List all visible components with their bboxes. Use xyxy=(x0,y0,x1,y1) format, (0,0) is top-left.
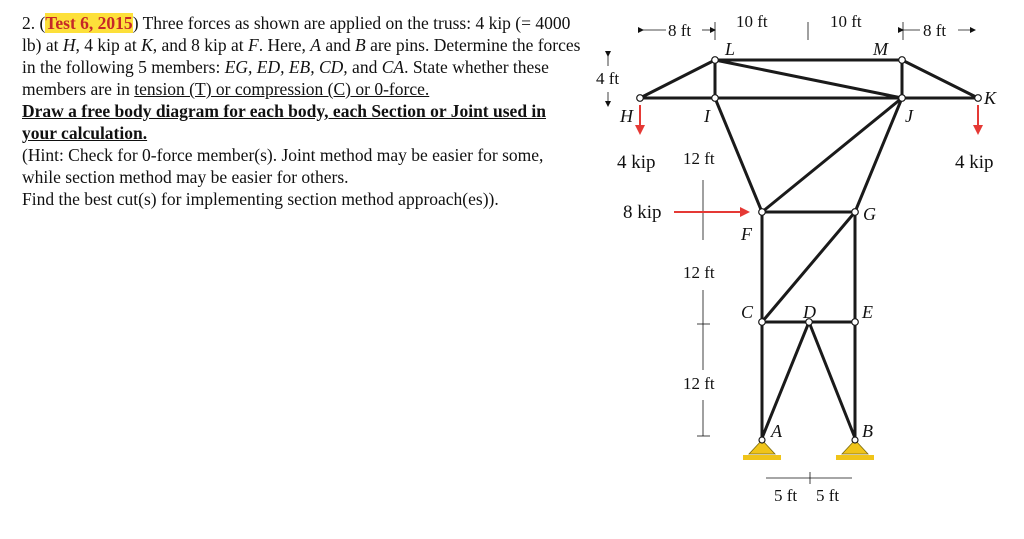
member-jg xyxy=(855,98,902,212)
label-k: K xyxy=(984,88,997,108)
joint-ref-a: A xyxy=(310,35,321,55)
problem-intro: ) Three forces as shown are applied on the truss: 4 kip (= 4000 lb) at xyxy=(22,13,571,55)
joint-b xyxy=(852,437,858,443)
dim-left-12ft-3: 12 ft xyxy=(683,374,715,393)
member-if xyxy=(715,98,762,212)
joint-ref-f: F xyxy=(248,35,259,55)
determine-text: Determine the forces in the following 5 members: xyxy=(22,35,581,77)
ground-icon xyxy=(836,455,874,460)
label-f: F xyxy=(741,224,752,244)
joint-l xyxy=(712,57,719,64)
load-label-k: 4 kip xyxy=(955,152,994,173)
problem-text: . State whether these members are in xyxy=(22,57,549,99)
tension-compression-text: tension (T) or compression (C) or 0-force. xyxy=(134,79,430,99)
dim-top-8ft-left: 8 ft xyxy=(668,21,692,40)
joint-e xyxy=(852,319,859,326)
member-da xyxy=(762,322,809,438)
label-e: E xyxy=(862,302,873,322)
member-ca: CA xyxy=(381,57,405,77)
ground-icon xyxy=(743,455,781,460)
label-c: C xyxy=(741,302,754,322)
joint-c xyxy=(759,319,766,326)
problem-number: 2. ( xyxy=(22,13,46,33)
member-jf xyxy=(762,98,902,212)
member-list: EG, ED, EB, CD, xyxy=(224,57,348,77)
dimension-lines xyxy=(608,22,975,484)
problem-text: and xyxy=(320,35,355,55)
joint-m xyxy=(899,57,906,64)
label-h: H xyxy=(620,106,633,126)
joint-g xyxy=(852,209,859,216)
joint-a xyxy=(759,437,765,443)
joint-j xyxy=(899,95,906,102)
test-tag: Test 6, 2015 xyxy=(45,13,133,33)
member-hl xyxy=(640,60,715,98)
joint-k xyxy=(975,95,982,102)
fbd-instruction: Draw a free body diagram for each body, each Section or Joint used in your calculation. xyxy=(22,101,547,143)
label-l: L xyxy=(725,39,736,59)
problem-text: , 4 kip at xyxy=(75,35,142,55)
joint-ref-h: H xyxy=(62,35,76,55)
label-a: A xyxy=(771,421,782,441)
joint-i xyxy=(712,95,719,102)
member-lj xyxy=(715,60,902,98)
dim-top-10ft-left: 10 ft xyxy=(736,12,768,31)
joint-f xyxy=(759,209,766,216)
label-d: D xyxy=(803,302,816,322)
member-db xyxy=(809,322,855,438)
problem-text: and xyxy=(347,57,382,77)
member-mk xyxy=(902,60,978,98)
problem-text: are pins. xyxy=(365,35,430,55)
load-label-h: 4 kip xyxy=(617,152,656,173)
label-m: M xyxy=(873,39,888,59)
joint-h xyxy=(637,95,644,102)
label-i: I xyxy=(704,106,710,126)
hint-text: (Hint: Check for 0-force member(s). Joint method may be easier for some, while section method may be easier for others. xyxy=(22,145,544,187)
load-label-f: 8 kip xyxy=(623,202,662,223)
dim-left-4ft: 4 ft xyxy=(596,69,620,88)
dim-left-12ft-1: 12 ft xyxy=(683,149,715,168)
label-b: B xyxy=(862,421,873,441)
joint-ref-b: B xyxy=(355,35,366,55)
label-j: J xyxy=(905,106,913,126)
joint-ref-k: K xyxy=(141,35,153,55)
label-g: G xyxy=(863,204,876,224)
dim-left-12ft-2: 12 ft xyxy=(683,263,715,282)
find-text: Find the best cut(s) for implementing section method approach(es)). xyxy=(22,189,499,209)
problem-text: . Here, xyxy=(258,35,311,55)
dim-bottom-5ft-left: 5 ft xyxy=(774,486,798,505)
dim-bottom-5ft-right: 5 ft xyxy=(816,486,840,505)
dim-top-10ft-right: 10 ft xyxy=(830,12,862,31)
dim-top-8ft-right: 8 ft xyxy=(923,21,947,40)
problem-text: , and 8 kip at xyxy=(152,35,249,55)
